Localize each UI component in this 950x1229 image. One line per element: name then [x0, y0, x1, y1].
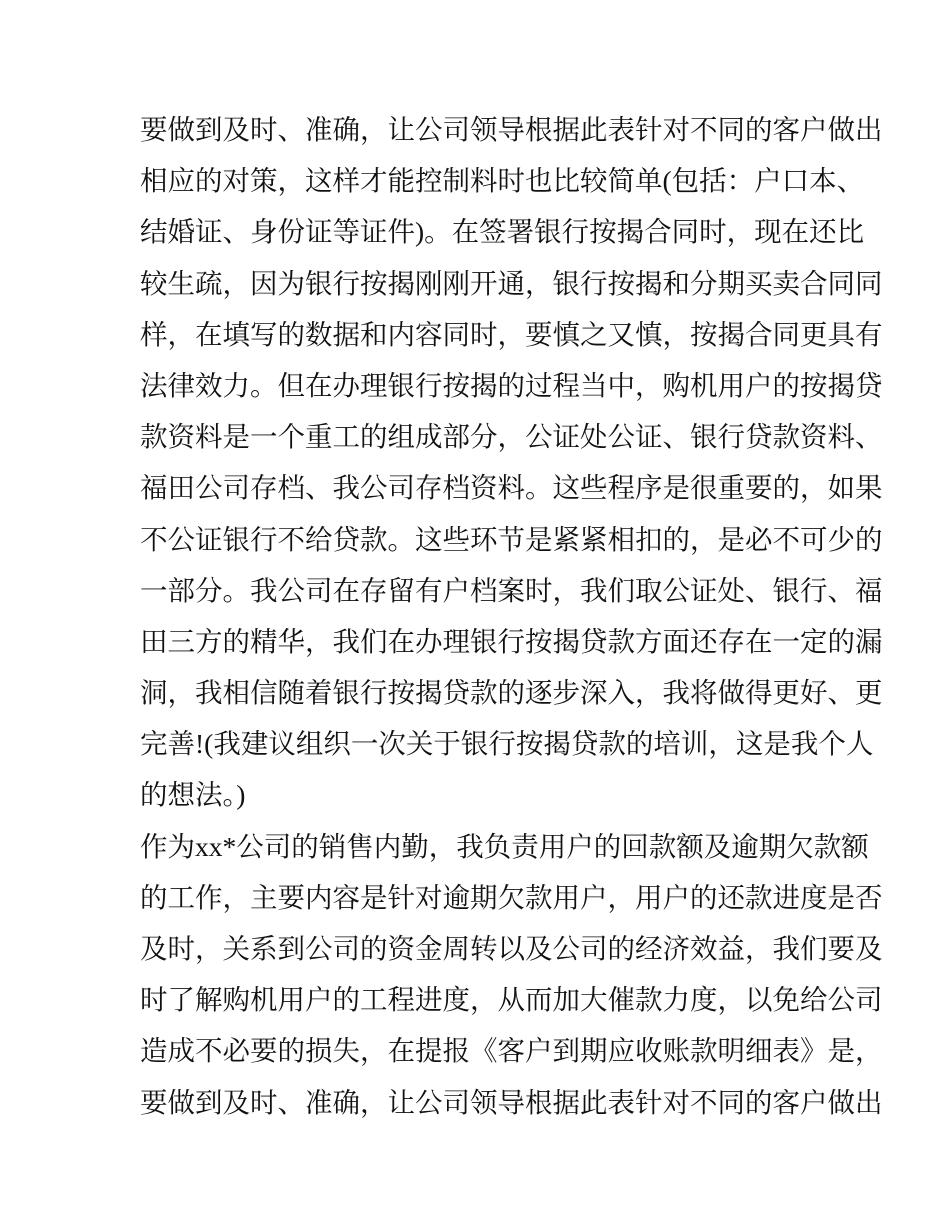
text-line: 结婚证、身份证等证件)。在签署银行按揭合同时，现在还比 — [140, 216, 865, 248]
text-line: 田三方的精华，我们在办理银行按揭贷款方面还存在一定的漏 — [140, 625, 883, 657]
text-line: 款资料是一个重工的组成部分，公证处公证、银行贷款资料、 — [140, 421, 883, 453]
text-line: 造成不必要的损失，在提报《客户到期应收账款明细表》是， — [140, 1035, 883, 1067]
text-line: 一部分。我公司在存留有户档案时，我们取公证处、银行、福 — [140, 574, 883, 606]
text-line: 要做到及时、准确，让公司领导根据此表针对不同的客户做出 — [140, 114, 883, 145]
text-line: 完善!(我建议组织一次关于银行按揭贷款的培训，这是我个人 — [140, 728, 874, 760]
text-line: 法律效力。但在办理银行按揭的过程当中，购机用户的按揭贷 — [140, 369, 883, 401]
text-line: 时了解购机用户的工程进度，从而加大催款力度，以免给公司 — [140, 984, 883, 1016]
text-line: 福田公司存档、我公司存档资料。这些程序是很重要的，如果 — [140, 472, 883, 504]
text-line: 较生疏，因为银行按揭刚刚开通，银行按揭和分期买卖合同同 — [140, 267, 883, 299]
text-line: 的工作，主要内容是针对逾期欠款用户，用户的还款进度是否 — [140, 881, 883, 913]
text-line: 作为xx*公司的销售内勤，我负责用户的回款额及逾期欠款额 — [140, 830, 869, 862]
document-body — [140, 110, 883, 1134]
text-line: 及时，关系到公司的资金周转以及公司的经济效益，我们要及 — [140, 933, 883, 964]
text-line: 样，在填写的数据和内容同时，要慎之又慎，按揭合同更具有 — [140, 318, 883, 350]
text-line: 的想法。) — [140, 779, 246, 811]
text-line: 要做到及时、准确，让公司领导根据此表针对不同的客户做出 — [140, 1086, 883, 1118]
text-line: 不公证银行不给贷款。这些环节是紧紧相扣的，是必不可少的 — [140, 523, 883, 555]
text-line: 洞，我相信随着银行按揭贷款的逐步深入，我将做得更好、更 — [140, 677, 883, 709]
text-line: 相应的对策，这样才能控制料时也比较简单(包括：户口本、 — [140, 165, 865, 197]
